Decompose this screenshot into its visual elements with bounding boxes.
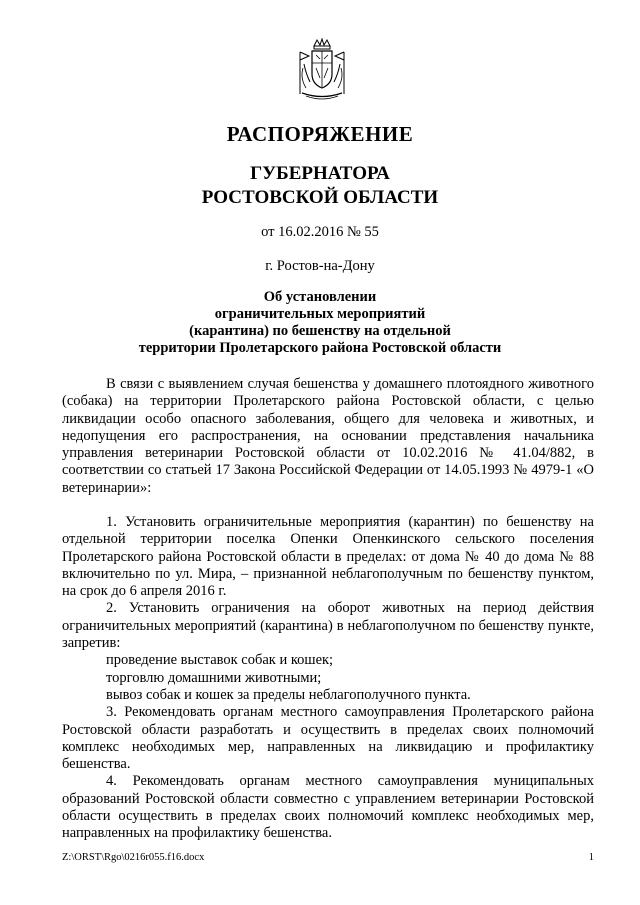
page-number: 1 [588,852,594,863]
authority-line-1: ГУБЕРНАТОРА [250,163,390,184]
intro-paragraph: В связи с выявлением случая бешенства у домашнего плотоядного животного (собака) на территории Пролетарского района Ростовской области, с целью ликвидации особо опасного заболевания, общего для человека и животных, и недопущения его распространения, на основании представления начальника управления ветеринарии Ростовской области от 10.02.2016 № 41.04/882, в соответствии со статьей 17 Закона Российской Федерации от 14.05.1993 № 4979-1 «О ветеринарии»: [62,376,594,496]
page-footer [62,852,594,863]
items-section [62,514,594,843]
subject-line: (карантина) по бешенству на отдельной [189,323,451,339]
city: г. Ростов-на-Дону [265,258,375,274]
subject-line: территории Пролетарского района Ростовской области [138,340,502,356]
item-2-list-entry: вывоз собак и кошек за пределы неблагополучного пункта. [106,686,471,703]
document-type-title: РАСПОРЯЖЕНИЕ [226,122,414,146]
item-4: 4. Рекомендовать органам местного самоуправления муниципальных образований Ростовской области совместно с управлением ветеринарии Ростовской области осуществить в пределах своих полномочий комплекс необходимых мер, направленных на профилактику бешенства. [62,773,594,842]
item-1: 1. Установить ограничительные мероприятия (карантин) по бешенству на отдельной территории поселка Опенки Опенкинского сельского поселения Пролетарского района Ростовской области в пределах: от дома № 40 до дома № 88 включительно по ул. Мира, – признанной неблагополучным по бешенству пунктом, на срок до 6 апреля 2016 г. [62,514,594,600]
subject-line: ограничительных мероприятий [214,306,426,322]
authority-line-2: РОСТОВСКОЙ ОБЛАСТИ [201,187,439,208]
item-2: 2. Установить ограничения на оборот животных на период действия ограничительных мероприятий (карантина) в неблагополучном по бешенству пункте, запретив: [62,600,594,652]
intro-section [62,376,594,497]
authority-title [0,162,640,210]
coat-of-arms-icon [294,38,350,102]
item-2-list-entry: проведение выставок собак и кошек; [106,652,334,669]
item-3: 3. Рекомендовать органам местного самоуправления Пролетарского района Ростовской области разработать и осуществить в пределах своих полномочий комплекс необходимых мер, направленных на ликвидацию и профилактику бешенства. [62,704,594,773]
date-number: от 16.02.2016 № 55 [261,224,379,240]
subject-heading [100,289,540,357]
file-path: Z:\ORST\Rgo\0216r055.f16.docx [62,852,205,863]
item-2-list-entry: торговлю домашними животными; [106,669,322,686]
subject-line: Об установлении [263,289,377,305]
